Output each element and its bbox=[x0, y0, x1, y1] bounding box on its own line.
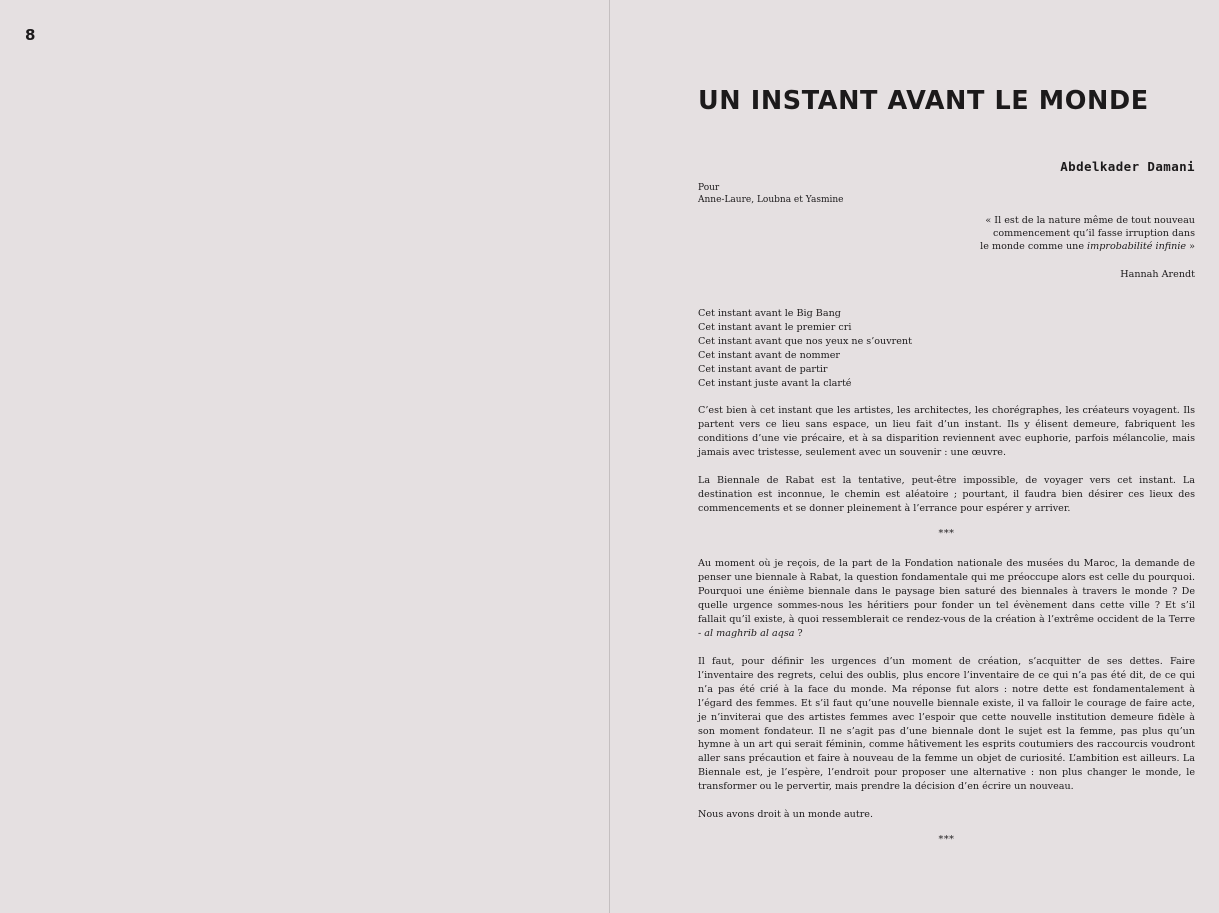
section-separator: *** bbox=[938, 528, 955, 539]
epigraph-quote bbox=[698, 214, 1195, 253]
epigraph-line bbox=[698, 240, 1195, 253]
poem-line: Cet instant avant de nommer bbox=[698, 349, 840, 361]
paragraph-italic: al maghrib al aqsa bbox=[704, 627, 795, 639]
body-paragraph: Il faut, pour définir les urgences d’un moment de création, s’acquitter de ses dettes. Faire l’inventaire des regrets, celui des oublis, plus encore l’inventaire de ce qui n’a pas été dit, de ce qui n’a pas été crié à la face du monde. Ma réponse fut alors : notre dette est fondamentalement à l’égard des femmes. Et s’il faut qu’une nouvelle biennale existe, il va falloir le courage de faire acte, je n’inviterai que des artistes femmes avec l’espoir que cette nouvelle institution demeure fidèle à son moment fondateur. Il ne s’agit pas d’une biennale dont le sujet est la femme, pas plus qu’un hymne à un art qui serait féminin, comme hâtivement les esprits coutumiers des raccourcis voudront aller sans précaution et faire à nouveau de la femme un objet de curiosité. L’ambition est ailleurs. La Biennale est, je l’espère, l’endroit pour proposer une alternative : non plus changer le monde, le transformer ou le pervertir, mais prendre la décision d’en écrire un nouveau. bbox=[698, 656, 1195, 793]
section-separator: *** bbox=[938, 834, 955, 845]
epigraph-close: » bbox=[1186, 241, 1195, 252]
poem bbox=[698, 307, 1195, 390]
epigraph-italic: improbabilité infinie bbox=[1087, 241, 1187, 252]
epigraph-line: commencement qu’il fasse irruption dans bbox=[993, 228, 1195, 239]
dedication-line: Pour bbox=[698, 183, 720, 193]
dedication-names: Anne-Laure, Loubna et Yasmine bbox=[698, 195, 844, 205]
body-paragraph: C’est bien à cet instant que les artistes, les architectes, les chorégraphes, les créateurs voyagent. Ils partent vers ce lieu sans espace, un lieu fait d’un instant. Ils y élisent demeure, fabriquent les conditions d’une vie précaire, et à sa disparition reviennent avec euphorie, parfois mélancolie, mais jamais avec tristesse, seulement avec un souvenir : une œuvre. bbox=[698, 405, 1195, 458]
epigraph-text: le monde comme une bbox=[980, 241, 1088, 252]
paragraph-end: ? bbox=[794, 627, 803, 639]
poem-line: Cet instant avant le premier cri bbox=[698, 321, 852, 333]
epigraph-line: « Il est de la nature même de tout nouveau bbox=[985, 215, 1195, 226]
poem-line: Cet instant avant le Big Bang bbox=[698, 308, 841, 319]
dedication bbox=[698, 182, 1195, 206]
paragraph-text: Au moment où je reçois, de la part de la Fondation nationale des musées du Maroc, la demande de penser une biennale à Rabat, la question fondamentale qui me préoccupe alors est celle du pourquoi. Pourquoi une énième biennale dans le paysage bien saturé des biennales à travers le monde ? De quelle urgence sommes-nous les héritiers pour fonder un tel évènement dans cette ville ? Et s’il fallait qu’il existe, à quoi ressemblerait ce rendez-vous de la création à l’extrême occident de la Terre - bbox=[698, 558, 1195, 639]
poem-line: Cet instant juste avant la clarté bbox=[698, 377, 852, 389]
body-paragraph: La Biennale de Rabat est la tentative, peut-être impossible, de voyager vers cet instant. La destination est inconnue, le chemin est aléatoire ; pourtant, il faudra bien désirer ces lieux des commencements et se donner pleinement à l’errance pour espérer y arriver. bbox=[698, 475, 1195, 514]
author-name: Abdelkader Damani bbox=[1060, 159, 1195, 174]
right-page bbox=[610, 0, 1219, 913]
body-paragraph: Nous avons droit à un monde autre. bbox=[698, 809, 874, 820]
poem-line: Cet instant avant que nos yeux ne s’ouvrent bbox=[698, 335, 912, 347]
page-number: 8 bbox=[25, 26, 36, 44]
left-page bbox=[0, 0, 609, 913]
article-title: UN INSTANT AVANT LE MONDE bbox=[698, 86, 1149, 116]
epigraph-attribution: Hannah Arendt bbox=[1120, 269, 1195, 280]
body-paragraph bbox=[698, 557, 1195, 640]
poem-line: Cet instant avant de partir bbox=[698, 363, 828, 375]
